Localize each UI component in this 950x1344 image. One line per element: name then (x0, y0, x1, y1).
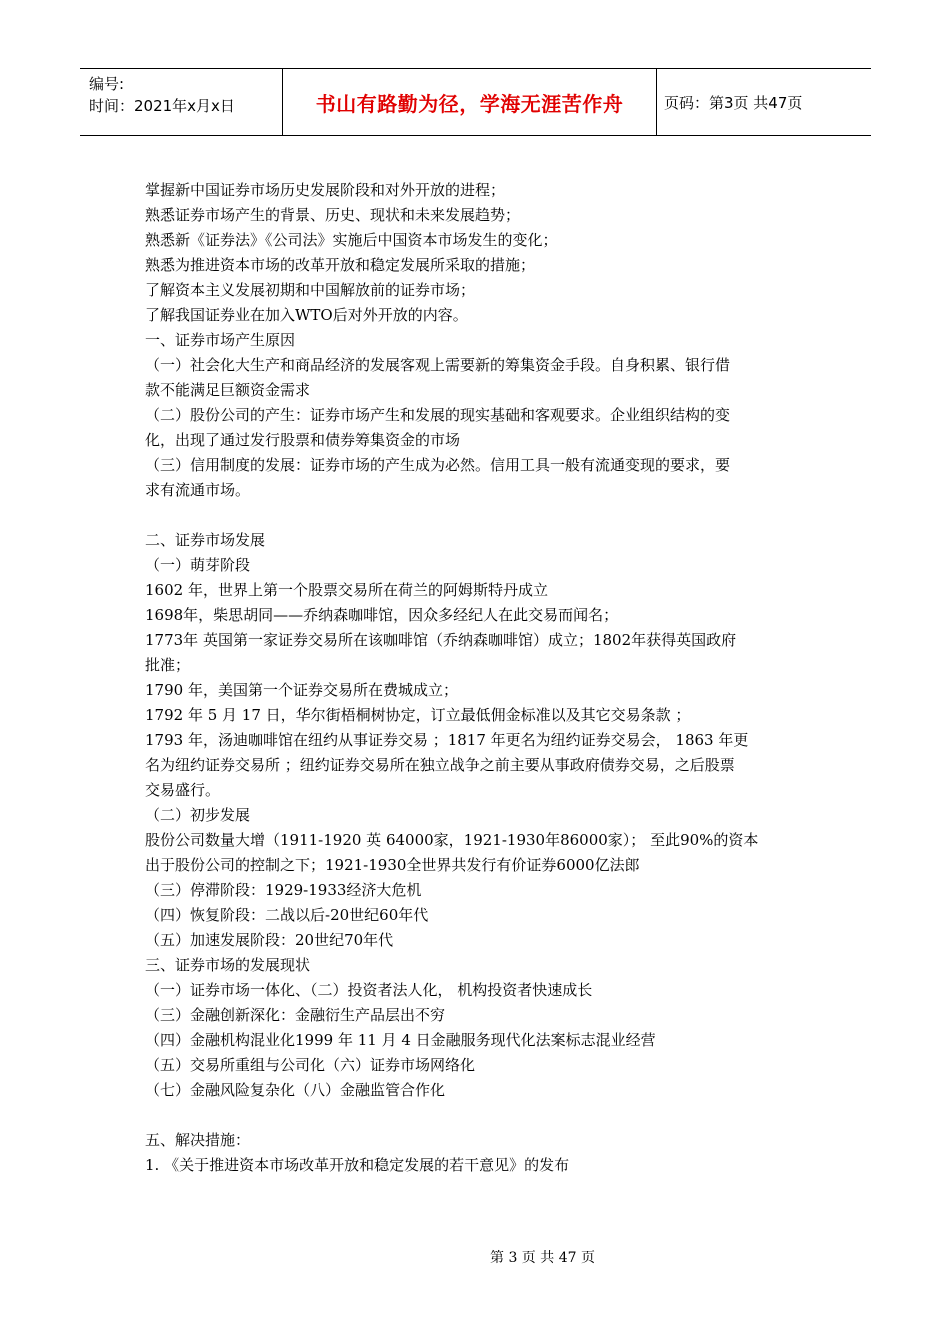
text-line: 三、证券市场的发展现状 (145, 956, 311, 974)
text-line: （四）金融机构混业化1999 年 11 月 4 日金融服务现代化法案标志混业经营 (145, 1031, 656, 1049)
header-meta (80, 69, 282, 135)
text-line: （一）证券市场一体化、（二）投资者法人化， 机构投资者快速成长 (145, 981, 593, 999)
text-line: （二）初步发展 (145, 806, 251, 824)
document-date: 时间：2021年x月x日 (89, 97, 235, 115)
blank-line (145, 503, 805, 528)
text-line: （五）加速发展阶段：20世纪70年代 (145, 931, 394, 949)
text-line: （一）萌芽阶段 (145, 556, 251, 574)
text-line: 熟悉为推进资本市场的改革开放和稳定发展所采取的措施； (145, 256, 536, 274)
page-header (80, 68, 871, 136)
text-line: （一）社会化大生产和商品经济的发展客观上需要新的筹集资金手段。自身积累、银行借 (145, 356, 731, 374)
text-line: 1792 年 5 月 17 日，华尔街梧桐树协定，订立最低佣金标准以及其它交易条款 ； (145, 706, 691, 724)
text-line: （三）信用制度的发展：证券市场的产生成为必然。信用工具一般有流通变现的要求，要 (145, 456, 731, 474)
page-footer: 第 3 页 共 47 页 (490, 1250, 595, 1266)
text-line: 股份公司数量大增（1911-1920 英 64000家，1921-1930年86000家）； 至此90%的资本 (145, 831, 759, 849)
header-page-number: 页码：第3页 共47页 (664, 93, 803, 112)
text-line: 五、解决措施： (145, 1131, 251, 1149)
text-line: 1. 《关于推进资本市场改革开放和稳定发展的若干意见》的发布 (145, 1156, 570, 1174)
text-line: （七）金融风险复杂化（八）金融监管合作化 (145, 1081, 446, 1099)
text-line: （四）恢复阶段：二战以后-20世纪60年代 (145, 906, 429, 924)
text-line: 款不能满足巨额资金需求 (145, 381, 311, 399)
document-number-label: 编号: (89, 75, 125, 93)
text-line: 1773年 英国第一家证券交易所在该咖啡馆（乔纳森咖啡馆）成立；1802年获得英国政府 (145, 631, 737, 649)
text-line: 熟悉新《证券法》《公司法》实施后中国资本市场发生的变化； (145, 231, 558, 249)
text-line: 1790 年，美国第一个证券交易所在费城成立； (145, 681, 458, 699)
text-line: 交易盛行。 (145, 781, 221, 799)
header-motto: 书山有路勤为径，学海无涯苦作舟 (282, 69, 657, 135)
text-line: 了解资本主义发展初期和中国解放前的证券市场； (145, 281, 476, 299)
text-line: 名为纽约证券交易所 ；纽约证券交易所在独立战争之前主要从事政府债券交易，之后股票 (145, 756, 735, 774)
text-line: （三）停滞阶段：1929-1933经济大危机 (145, 881, 422, 899)
text-line: 1793 年，汤迪咖啡馆在纽约从事证券交易 ；1817 年更名为纽约证券交易会， 1863 年更 (145, 731, 749, 749)
text-line: （二）股份公司的产生：证券市场产生和发展的现实基础和客观要求。企业组织结构的变 (145, 406, 731, 424)
text-line: 出于股份公司的控制之下；1921-1930全世界共发行有价证券6000亿法郎 (145, 856, 640, 874)
text-line: 求有流通市场。 (145, 481, 251, 499)
text-line: 掌握新中国证券市场历史发展阶段和对外开放的进程； (145, 181, 506, 199)
blank-line (145, 1103, 805, 1128)
text-line: 熟悉证券市场产生的背景、历史、现状和未来发展趋势； (145, 206, 521, 224)
text-line: 1602 年，世界上第一个股票交易所在荷兰的阿姆斯特丹成立 (145, 581, 548, 599)
text-line: （三）金融创新深化：金融衍生产品层出不穷 (145, 1006, 446, 1024)
text-line: 一、证券市场产生原因 (145, 331, 296, 349)
document-body (145, 178, 805, 1178)
text-line: 批准； (145, 656, 191, 674)
text-line: 了解我国证券业在加入WTO后对外开放的内容。 (145, 306, 468, 324)
text-line: 二、证券市场发展 (145, 531, 266, 549)
text-line: 化，出现了通过发行股票和债券筹集资金的市场 (145, 431, 461, 449)
text-line: 1698年，柴思胡同——乔纳森咖啡馆，因众多经纪人在此交易而闻名； (145, 606, 619, 624)
text-line: （五）交易所重组与公司化（六）证券市场网络化 (145, 1056, 476, 1074)
